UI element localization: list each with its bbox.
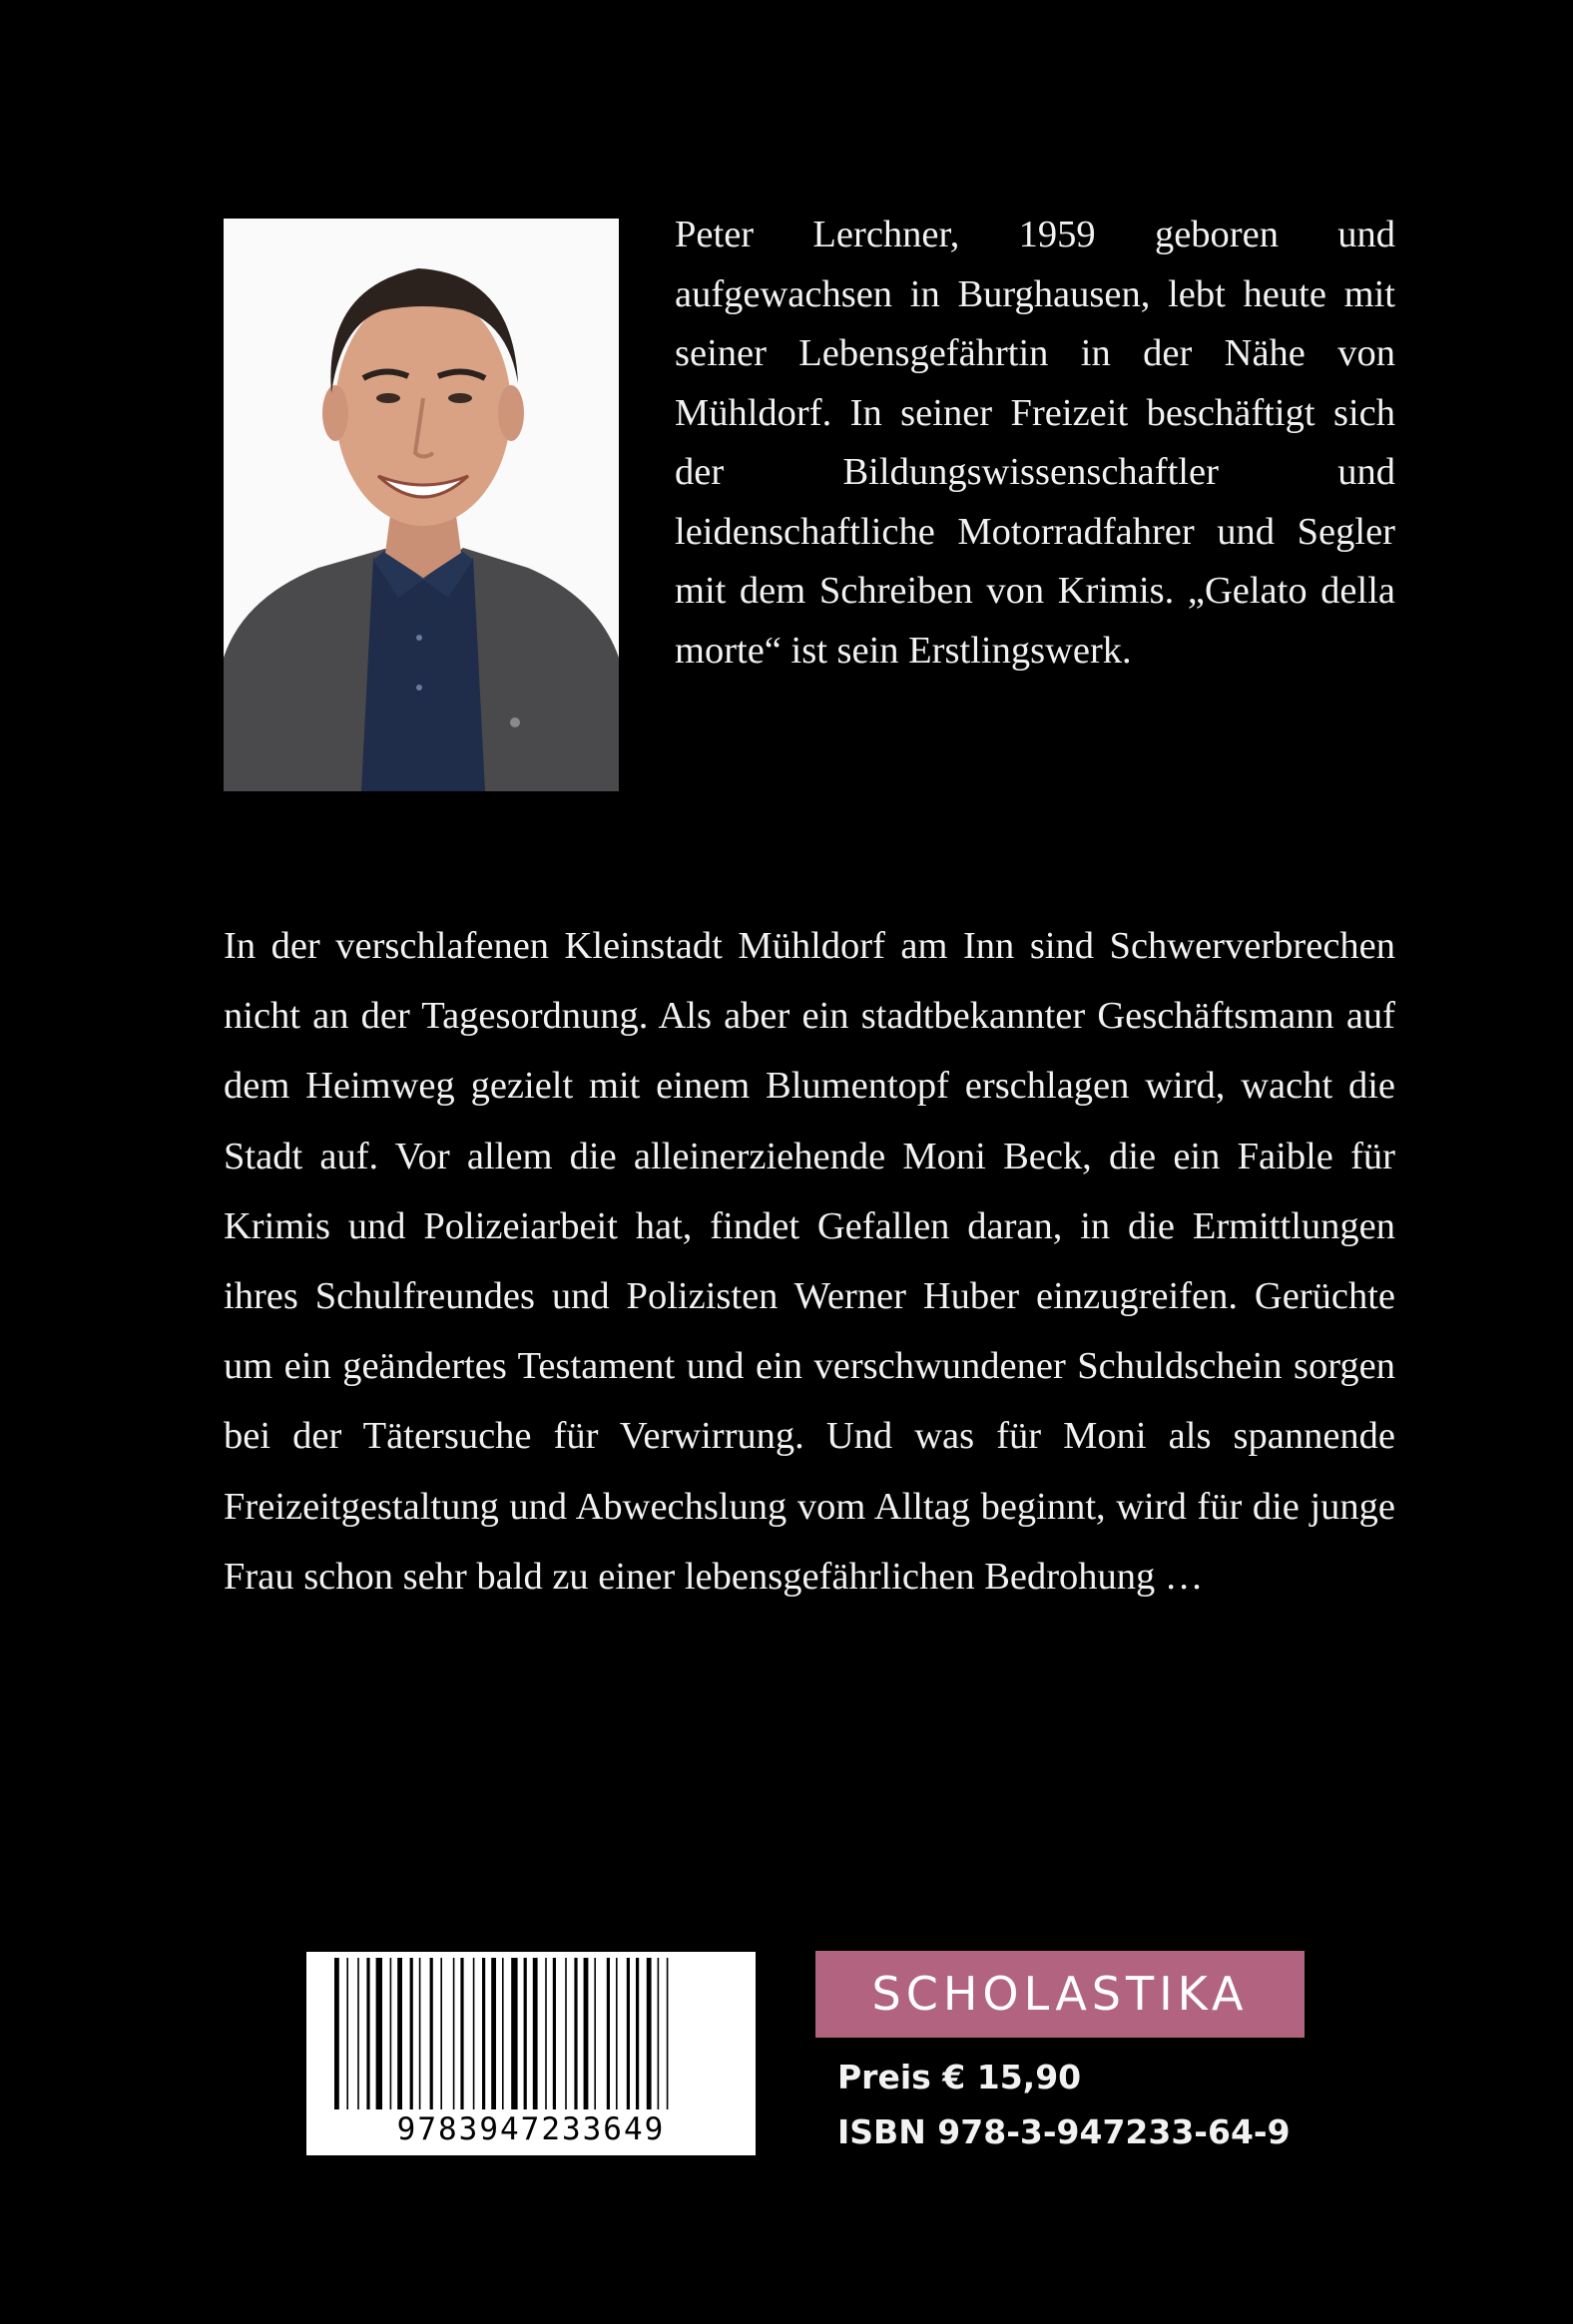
barcode-bar [627,1958,630,2109]
barcode-bar [545,1958,547,2109]
barcode-bar [491,1958,496,2109]
barcode-bar [357,1958,359,2109]
barcode-bar [410,1958,413,2109]
barcode-bar [460,1958,463,2109]
barcode-bar [482,1958,485,2109]
author-photo [224,219,619,791]
isbn-barcode [306,1952,756,2155]
barcode-bar [616,1958,618,2109]
barcode-bar [658,1958,660,2109]
barcode-bar [584,1958,589,2109]
barcode-bar [594,1958,596,2109]
isbn-label: ISBN 978-3-947233-64-9 [837,2112,1291,2151]
barcode-bar [376,1958,382,2109]
barcode-bar [453,1958,455,2109]
author-bio: Peter Lerchner, 1959 geboren und aufgewachsen in Burghausen, lebt heute mit seiner Lebensgefährtin in der Nähe von Mühldorf. In seiner Freizeit beschäftigt sich der Bildungswissenschaftler und leidenschaftliche Motorradfahrer und Segler mit dem Schreiben von Krimis. „Gelato della morte“ ist sein Erstlingswerk. [675,214,1395,672]
barcode-bar [440,1958,442,2109]
publisher-logo: SCHOLASTIKA [815,1951,1305,2038]
barcode-bar [397,1958,402,2109]
author-portrait-image [224,219,619,791]
barcode-bar [502,1958,504,2109]
barcode-bar [511,1958,517,2109]
barcode-bar [366,1958,369,2109]
barcode-bar [473,1958,475,2109]
barcode-digits: 9783947233649 [396,2111,666,2147]
barcode-bar [430,1958,433,2109]
barcode-bar [533,1958,538,2109]
book-blurb: In der verschlafenen Kleinstadt Mühldorf am Inn sind Schwerverbrechen nicht an der Tagesordnung. Als aber ein stadtbekannter Geschäftsmann auf dem Heimweg gezielt mit einem Blumentopf erschlagen wird, wacht die Stadt auf. Vor allem die alleinerziehende Moni Beck, die ein Faible für Krimis und Polizeiarbeit hat, findet Gefallen daran, in die Ermittlungen ihres Schulfreundes und Polizisten Werner Huber einzugreifen. Gerüchte um ein geändertes Testament und ein verschwundener Schuldschein sorgen bei der Tätersuche für Verwirrung. Und was für Moni als spannende Freizeitgestaltung und Abwechslung vom Alltag beginnt, wird für die junge Frau schon sehr bald zu einer lebensgefährlichen Bedrohung … [224,925,1395,1598]
barcode-bar [524,1958,527,2109]
price-label: Preis € 15,90 [837,2058,1082,2096]
barcode-bar [390,1958,392,2109]
barcode-bar [419,1958,421,2109]
barcode-bar [574,1958,577,2109]
barcode-bar [607,1958,610,2109]
barcode-bar [647,1958,652,2109]
barcode-bar [346,1958,348,2109]
barcode-bar [553,1958,556,2109]
barcode-bar [636,1958,639,2109]
barcode-bar [334,1958,339,2109]
barcode-bar [565,1958,567,2109]
barcode-graphic [306,1952,756,2155]
barcode-bar [667,1958,669,2109]
